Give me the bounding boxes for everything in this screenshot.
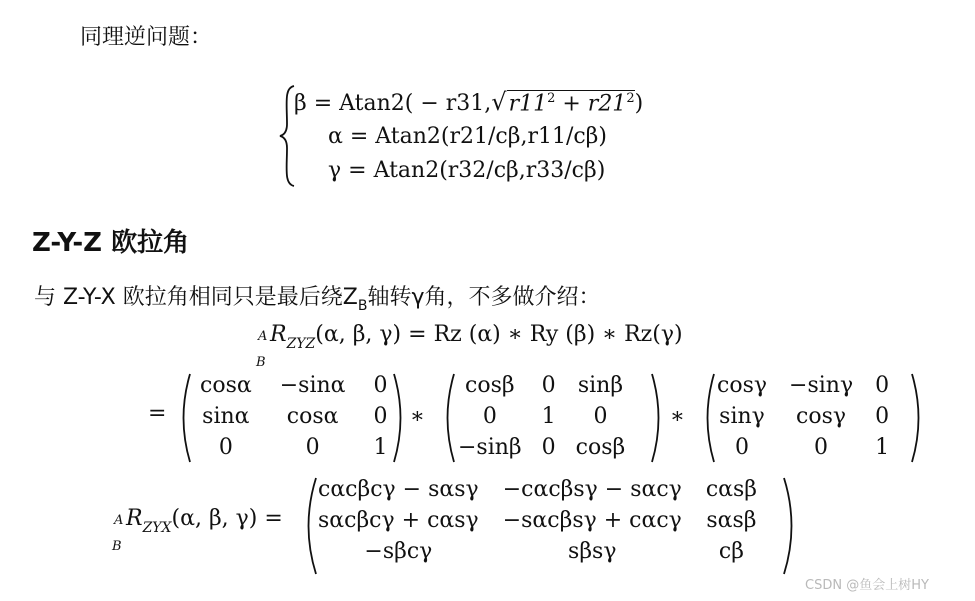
matrix-row: [186, 401, 402, 432]
matrix-cell: sαcβcγ + cαsγ: [318, 508, 479, 533]
matrix-row: [448, 401, 635, 432]
eq2-sub: B: [112, 539, 122, 554]
matrix-rzyx: [306, 474, 769, 567]
description-subscript: B: [357, 298, 368, 314]
eq1-rhs: = Rz (α) ∗ Ry (β) ∗ Rz(γ): [408, 322, 683, 347]
matrix-cell: sinβ: [577, 373, 624, 398]
m1-right-paren-icon: [392, 372, 408, 464]
matrix-cell: sβsγ: [568, 539, 617, 564]
watermark: CSDN @鱼会上树HY: [805, 578, 929, 593]
sqrt-exp-b: 2: [626, 90, 635, 106]
description-after: 轴转γ角，不多做介绍：: [367, 285, 601, 310]
equation-beta: $\beta = Atan2( - r31,√r11^2 + r21^2)$: [294, 88, 644, 116]
equation-rzyx-lhs: [112, 506, 283, 554]
matrix-cell: 0: [373, 373, 388, 398]
matrix-cell: sinα: [202, 404, 250, 429]
matrix-row: [306, 505, 769, 536]
matrix-cell: −sβcγ: [364, 539, 433, 564]
eq1-R-sub: ZYZ: [286, 336, 316, 352]
eq1-args: (α, β, γ): [315, 322, 402, 347]
matrix-cell: 0: [541, 435, 556, 460]
matrix-cell: sαsβ: [706, 508, 757, 533]
equation-alpha: α = Atan2(r21/cβ,r11/cβ): [328, 124, 607, 149]
matrix-cell: 1: [541, 404, 556, 429]
eq2-sup: A: [114, 513, 124, 528]
matrix-cell: cβ: [718, 539, 744, 564]
matrix-cell: −sinγ: [789, 373, 854, 398]
m4-right-paren-icon: [782, 476, 800, 576]
eq1-R: R: [270, 322, 287, 347]
matrix-cell: cosγ: [717, 373, 768, 398]
eq2-R-sub: ZYX: [142, 520, 172, 536]
description-before: 与 Z-Y-X 欧拉角相同只是最后绕Z: [34, 285, 358, 310]
section-title: Z-Y-Z 欧拉角: [32, 228, 190, 258]
description-text: [34, 280, 601, 314]
matrix-cell: 0: [305, 435, 320, 460]
matrix-row: [706, 370, 900, 401]
matrix-cell: 0: [814, 435, 829, 460]
matrix-cell: −sinβ: [458, 435, 522, 460]
matrix-rz-gamma: [706, 370, 900, 463]
matrix-cell: sinγ: [719, 404, 765, 429]
matrix-cell: 1: [875, 435, 890, 460]
matrix-cell: cosβ: [575, 435, 626, 460]
equation-rzyz: [256, 322, 683, 370]
multiply-star-2: ∗: [670, 404, 685, 429]
matrix-row: [448, 432, 635, 463]
matrix-cell: −sinα: [279, 373, 346, 398]
matrix-rz: [186, 370, 402, 463]
matrix-cell: 0: [482, 404, 497, 429]
sqrt-exp-a: 2: [547, 90, 556, 106]
matrix-cell: 0: [593, 404, 608, 429]
m2-right-paren-icon: [650, 372, 666, 464]
equation-gamma: γ = Atan2(r32/cβ,r33/cβ): [328, 158, 606, 183]
matrix-cell: cosβ: [465, 373, 515, 398]
matrix-cell: cosγ: [796, 404, 847, 429]
matrix-cell: 0: [373, 404, 388, 429]
matrix-row: [306, 474, 769, 505]
product-equals: =: [148, 401, 167, 426]
matrix-cell: −cαcβsγ − sαcγ: [502, 477, 682, 502]
eq1-sub: B: [256, 355, 266, 370]
matrix-row: [706, 401, 900, 432]
sqrt-term-b: r21: [587, 91, 627, 116]
matrix-cell: 1: [373, 435, 388, 460]
matrix-cell: cαcβcγ − sαsγ: [318, 477, 479, 502]
matrix-cell: 0: [218, 435, 233, 460]
matrix-cell: 0: [541, 373, 556, 398]
matrix-row: [448, 370, 635, 401]
sqrt-plus: +: [555, 91, 588, 116]
matrix-cell: cosα: [200, 373, 252, 398]
matrix-row: [186, 432, 402, 463]
eq1-sup: A: [258, 329, 268, 344]
matrix-cell: 0: [735, 435, 749, 460]
m3-right-paren-icon: [910, 372, 926, 464]
matrix-cell: 0: [875, 404, 890, 429]
intro-text: 同理逆问题：: [80, 25, 213, 50]
matrix-row: [186, 370, 402, 401]
matrix-ry: [448, 370, 635, 463]
matrix-cell: cosα: [286, 404, 339, 429]
eq2-args: (α, β, γ) =: [171, 506, 283, 531]
matrix-cell: −sαcβsγ + cαcγ: [502, 508, 682, 533]
equation-beta-prefix: β = Atan2( − r31,: [294, 91, 492, 116]
equation-beta-close: ): [634, 91, 644, 116]
sqrt-term-a: r11: [508, 91, 548, 116]
matrix-cell: cαsβ: [705, 477, 758, 502]
matrix-cell: 0: [875, 373, 890, 398]
matrix-row: [306, 536, 769, 567]
multiply-star-1: ∗: [410, 404, 425, 429]
eq2-R: R: [126, 506, 143, 531]
matrix-row: [706, 432, 900, 463]
